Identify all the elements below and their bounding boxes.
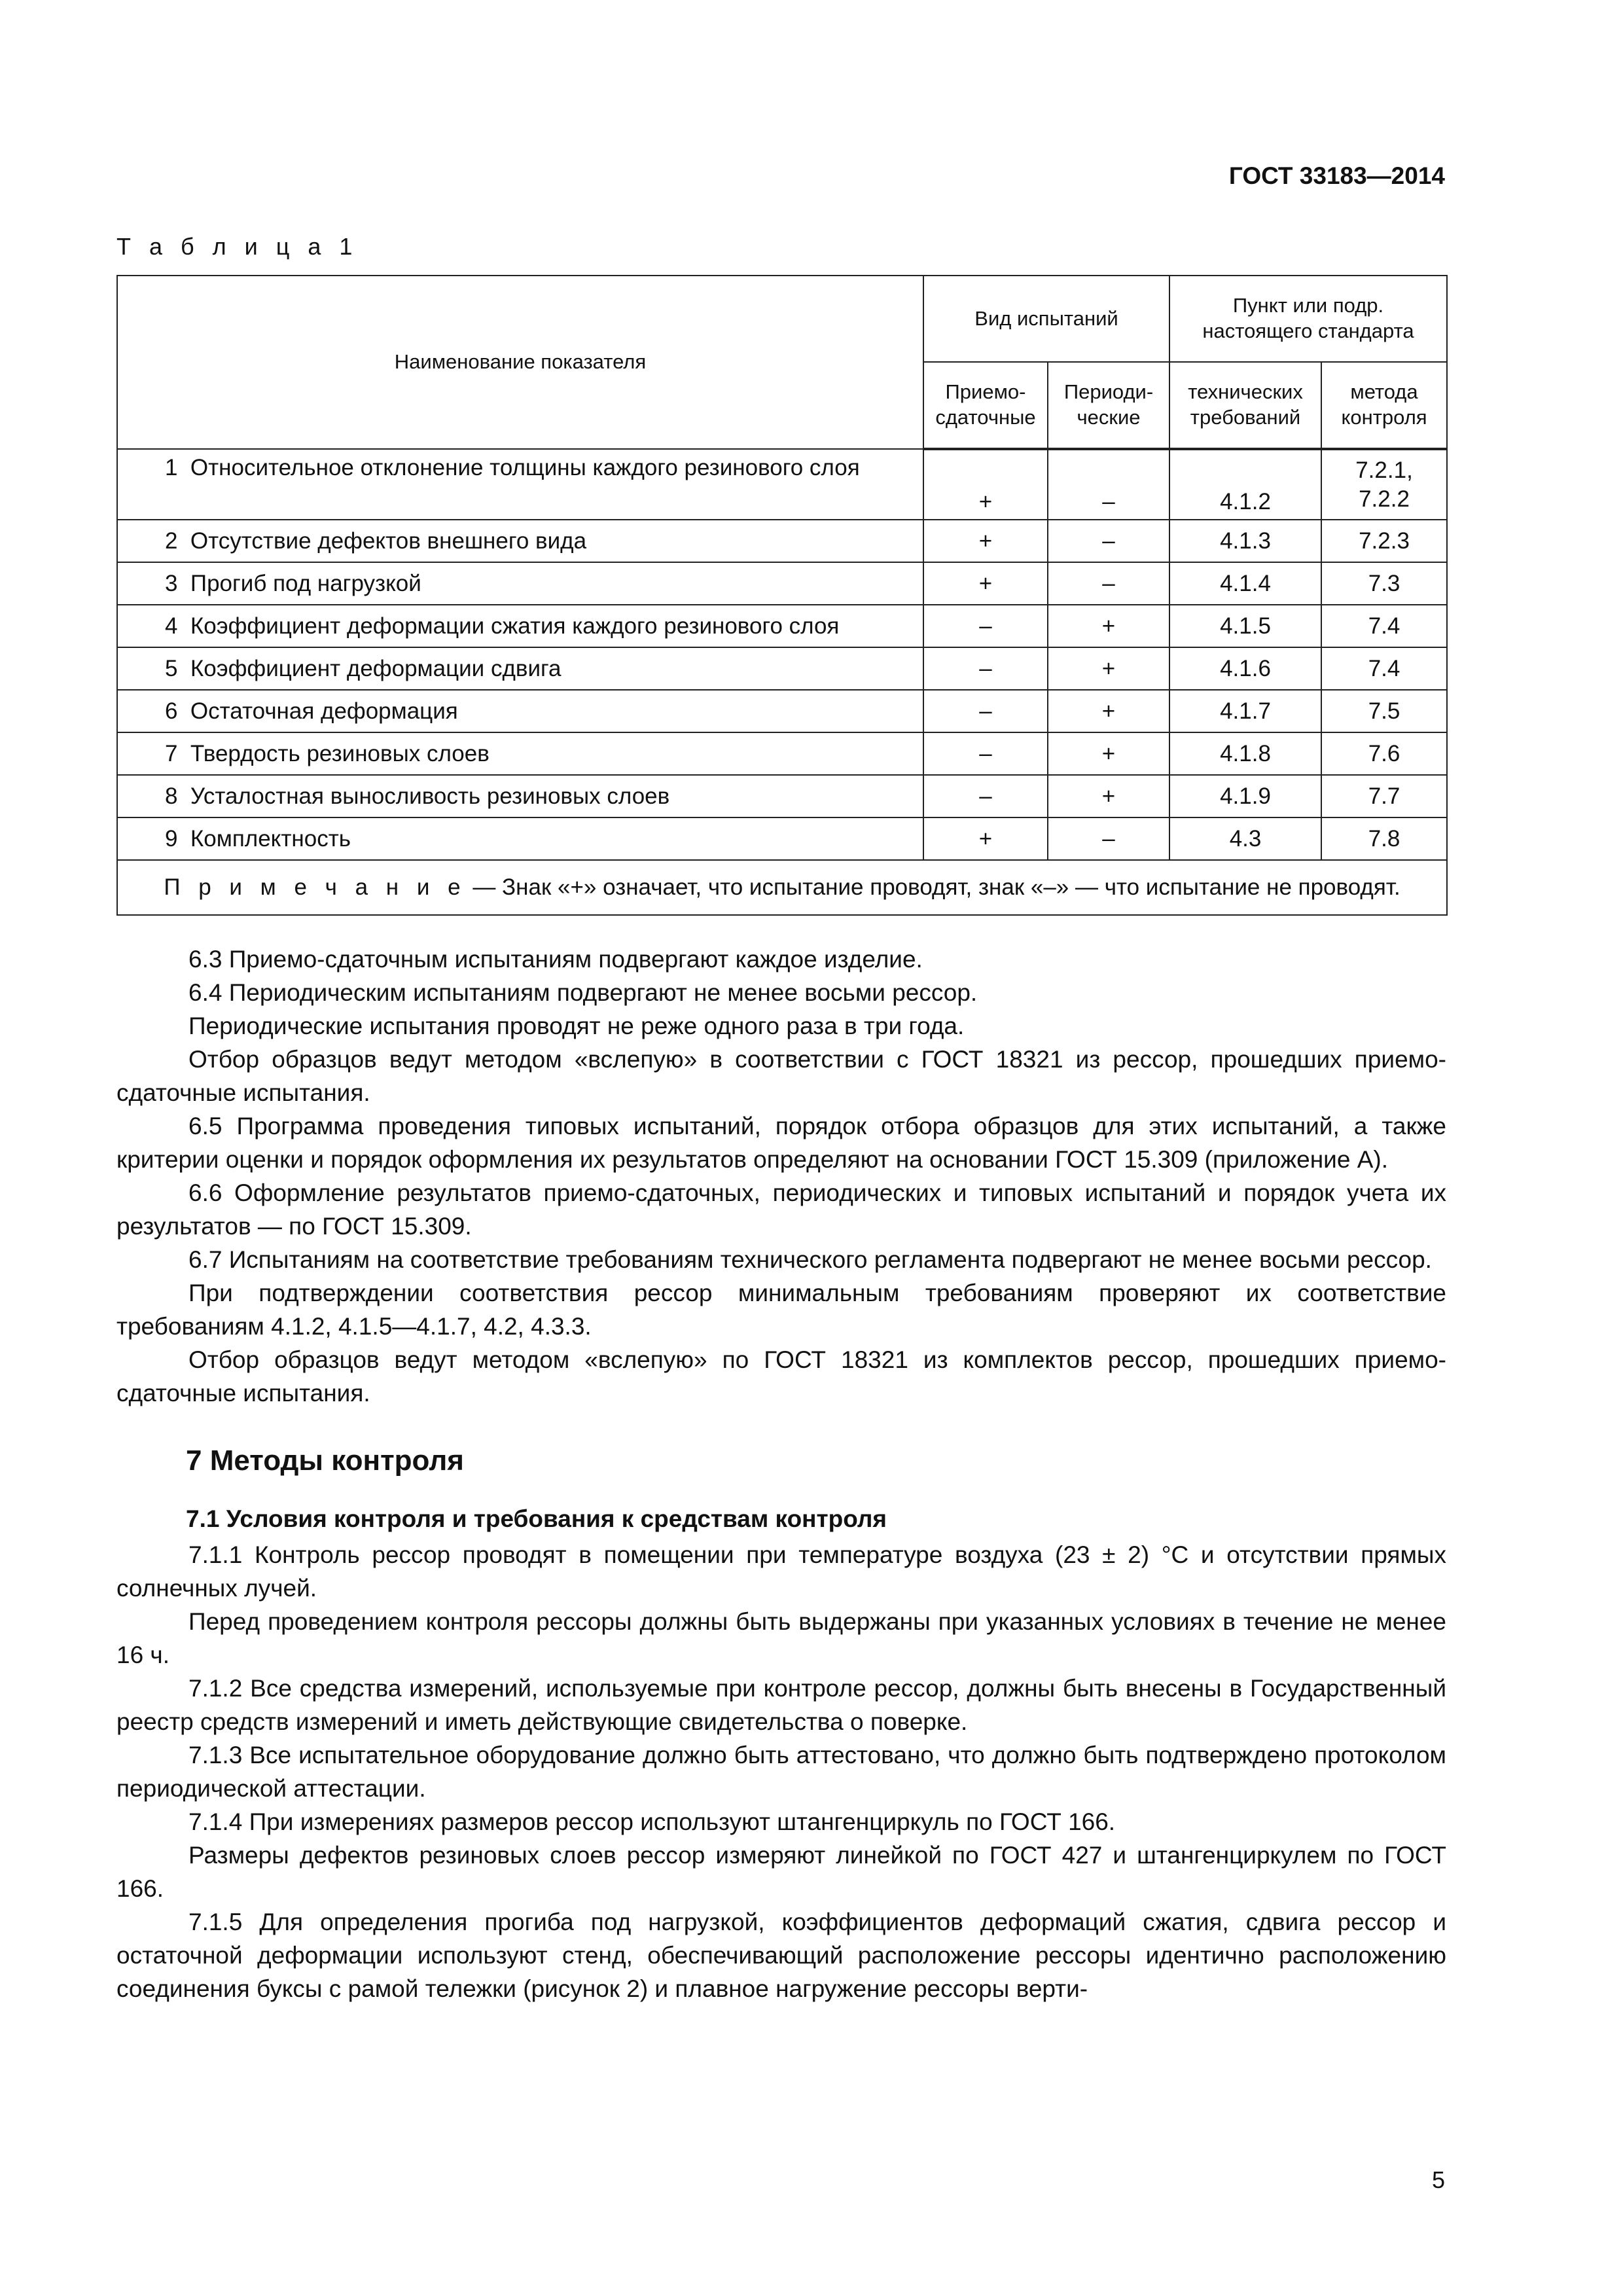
row-tech-req: 4.1.6 (1169, 647, 1321, 690)
row-method: 7.7 (1321, 775, 1447, 817)
row-name: 6 Остаточная деформация (117, 690, 923, 732)
body-text (116, 942, 1446, 2005)
page-number: 5 (1431, 2166, 1445, 2193)
row-name: 8 Усталостная выносливость резиновых слоев (117, 775, 923, 817)
row-tech-req: 4.1.2 (1169, 449, 1321, 520)
section-title: 7 Методы контроля (186, 1444, 464, 1477)
table-row (117, 605, 1447, 647)
table-caption: Т а б л и ц а 1 (116, 233, 359, 260)
row-method: 7.6 (1321, 732, 1447, 775)
header-acceptance: Приемо- сдаточные (923, 362, 1048, 449)
row-periodic: – (1048, 520, 1169, 562)
header-tech-req: технических требований (1169, 362, 1321, 449)
table-row (117, 562, 1447, 605)
row-method: 7.2.3 (1321, 520, 1447, 562)
paragraph: 7.1.1 Контроль рессор проводят в помещении при температуре воздуха (23 ± 2) °С и отсутствии прямых солнечных лучей. (116, 1541, 1446, 1602)
row-method: 7.2.1, 7.2.2 (1321, 449, 1447, 520)
table-row (117, 690, 1447, 732)
row-tech-req: 4.1.4 (1169, 562, 1321, 605)
table-row (117, 520, 1447, 562)
requirements-table (116, 275, 1448, 916)
table-header-row (117, 276, 1447, 362)
paragraph: Перед проведением контроля рессоры должны быть выдержаны при указанных условиях в течение не менее 16 ч. (116, 1608, 1446, 1668)
paragraph: 7.1.4 При измерениях размеров рессор используют штангенциркуль по ГОСТ 166. (188, 1808, 1116, 1835)
table-container (116, 275, 1448, 916)
row-tech-req: 4.3 (1169, 817, 1321, 860)
paragraph: 6.6 Оформление результатов приемо-сдаточных, периодических и типовых испытаний и порядок учета их результатов — по ГОСТ 15.309. (116, 1179, 1446, 1240)
paragraph: 6.7 Испытаниям на соответствие требованиям технического регламента подвергают не менее восьми рессор. (188, 1246, 1432, 1273)
row-periodic: + (1048, 690, 1169, 732)
row-tech-req: 4.1.8 (1169, 732, 1321, 775)
paragraph: 7.1.3 Все испытательное оборудование должно быть аттестовано, что должно быть подтверждено протоколом периодической аттестации. (116, 1742, 1446, 1802)
note-text: — Знак «+» означает, что испытание проводят, знак «–» — что испытание не проводят. (466, 874, 1400, 901)
header-method: метода контроля (1321, 362, 1447, 449)
row-method: 7.4 (1321, 647, 1447, 690)
paragraph: Отбор образцов ведут методом «вслепую» в соответствии с ГОСТ 18321 из рессор, прошедших приемо-сдаточные испытания. (116, 1046, 1446, 1106)
row-acceptance: – (923, 605, 1048, 647)
paragraph: 6.5 Программа проведения типовых испытаний, порядок отбора образцов для этих испытаний, а также критерии оценки и порядок оформления их результатов определяют на основании ГОСТ 15.309 (приложение А). (116, 1113, 1446, 1173)
paragraph: 6.4 Периодическим испытаниям подвергают не менее восьми рессор. (188, 979, 978, 1006)
row-name: 7 Твердость резиновых слоев (117, 732, 923, 775)
row-name: 1 Относительное отклонение толщины каждого резинового слоя (117, 449, 923, 520)
table-row (117, 647, 1447, 690)
row-method: 7.3 (1321, 562, 1447, 605)
table-note-row (117, 860, 1447, 915)
note-label: П р и м е ч а н и е (164, 874, 467, 901)
row-acceptance: + (923, 449, 1048, 520)
row-acceptance: – (923, 775, 1048, 817)
document-id: ГОСТ 33183—2014 (1228, 162, 1445, 189)
row-periodic: – (1048, 562, 1169, 605)
paragraph: Размеры дефектов резиновых слоев рессор измеряют линейкой по ГОСТ 427 и штангенциркулем по ГОСТ 166. (116, 1842, 1446, 1902)
row-periodic: – (1048, 449, 1169, 520)
paragraph: 7.1.2 Все средства измерений, используемые при контроле рессор, должны быть внесены в Государственный реестр средств измерений и иметь действующие свидетельства о поверке. (116, 1675, 1446, 1735)
subsection-title: 7.1 Условия контроля и требования к средствам контроля (186, 1505, 887, 1532)
row-name: 9 Комплектность (117, 817, 923, 860)
row-periodic: + (1048, 732, 1169, 775)
row-tech-req: 4.1.9 (1169, 775, 1321, 817)
row-acceptance: – (923, 647, 1048, 690)
row-tech-req: 4.1.3 (1169, 520, 1321, 562)
row-acceptance: + (923, 817, 1048, 860)
header-name: Наименование показателя (117, 276, 923, 449)
row-periodic: + (1048, 775, 1169, 817)
paragraph: При подтверждении соответствия рессор минимальным требованиям проверяют их соответствие требованиям 4.1.2, 4.1.5—4.1.7, 4.2, 4.3.3. (116, 1280, 1446, 1340)
row-acceptance: – (923, 732, 1048, 775)
table-row (117, 775, 1447, 817)
row-periodic: + (1048, 605, 1169, 647)
row-method: 7.4 (1321, 605, 1447, 647)
paragraph: 7.1.5 Для определения прогиба под нагрузкой, коэффициентов деформаций сжатия, сдвига рессор и остаточной деформации используют стенд, обеспечивающий расположение рессоры идентично расположению соединения буксы с рамой тележки (рисунок 2) и плавное нагружение рессоры верти- (116, 1909, 1446, 2002)
header-test-kind: Вид испытаний (923, 276, 1169, 362)
paragraph: Отбор образцов ведут методом «вслепую» по ГОСТ 18321 из комплектов рессор, прошедших приемо-сдаточные испытания. (116, 1346, 1446, 1407)
row-name: 3 Прогиб под нагрузкой (117, 562, 923, 605)
paragraph: 6.3 Приемо-сдаточным испытаниям подвергают каждое изделие. (188, 946, 923, 973)
table-row (117, 817, 1447, 860)
row-tech-req: 4.1.7 (1169, 690, 1321, 732)
row-acceptance: – (923, 690, 1048, 732)
header-periodic: Периоди- ческие (1048, 362, 1169, 449)
row-name: 4 Коэффициент деформации сжатия каждого резинового слоя (117, 605, 923, 647)
row-tech-req: 4.1.5 (1169, 605, 1321, 647)
header-clause: Пункт или подр. настоящего стандарта (1169, 276, 1447, 362)
row-acceptance: + (923, 562, 1048, 605)
row-periodic: – (1048, 817, 1169, 860)
table-row (117, 732, 1447, 775)
table-row (117, 449, 1447, 520)
table-note (117, 860, 1447, 915)
row-periodic: + (1048, 647, 1169, 690)
paragraph: Периодические испытания проводят не реже одного раза в три года. (188, 1013, 965, 1039)
row-method: 7.5 (1321, 690, 1447, 732)
row-acceptance: + (923, 520, 1048, 562)
row-method: 7.8 (1321, 817, 1447, 860)
row-name: 2 Отсутствие дефектов внешнего вида (117, 520, 923, 562)
row-name: 5 Коэффициент деформации сдвига (117, 647, 923, 690)
